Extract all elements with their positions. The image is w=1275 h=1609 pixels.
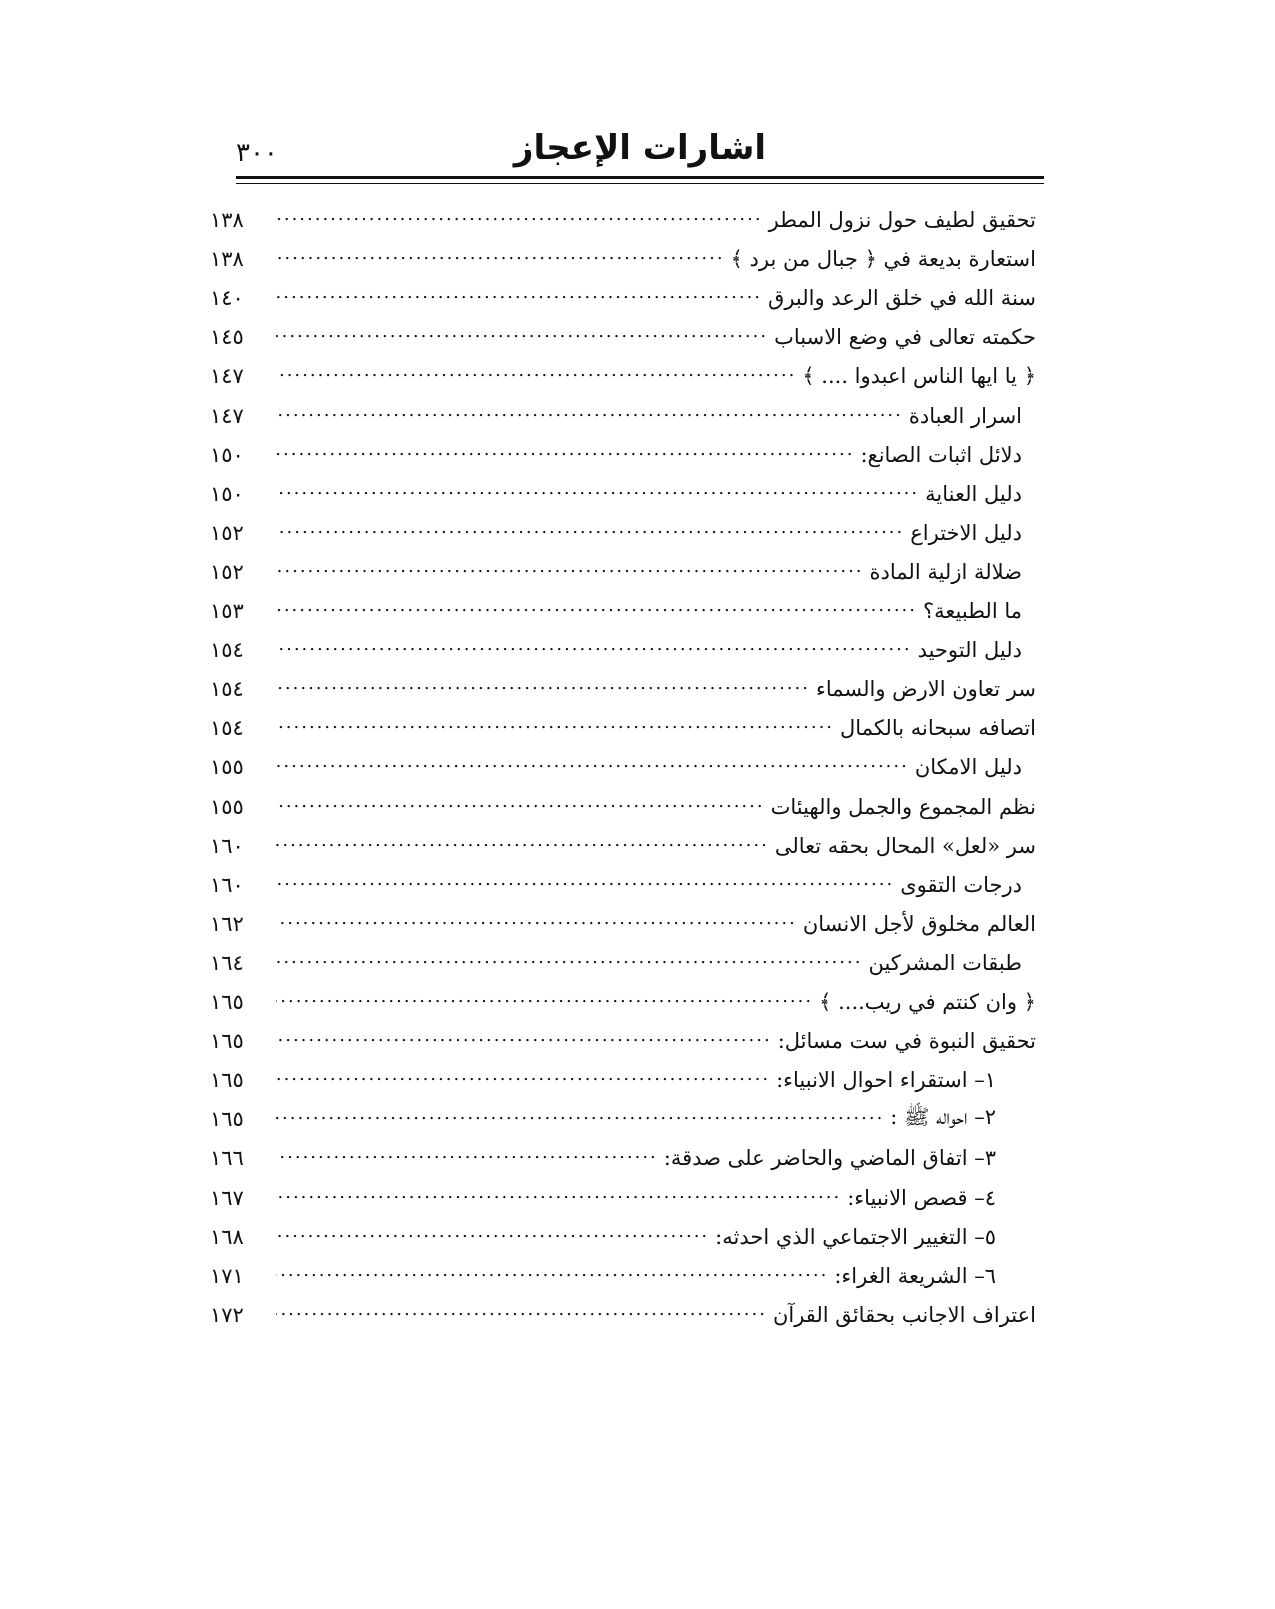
header-rule-thick: [236, 176, 1044, 179]
dot-leader: [276, 747, 909, 787]
toc-entry-title: اتصافه سبحانه بالكمال: [840, 716, 1036, 741]
toc-entry-page: ١٥٤: [210, 638, 244, 663]
toc-entry-page: ١٦٤: [210, 950, 244, 975]
toc-entry-page: ١٧٢: [210, 1302, 244, 1327]
toc-entry: [210, 552, 1036, 592]
toc-entry-page: ١٥٣: [210, 599, 244, 623]
toc-entry-title: ما الطبيعة؟: [923, 599, 1022, 623]
toc-entry: [210, 865, 1036, 905]
header-rule-thin: [236, 183, 1044, 184]
dot-leader: [276, 1021, 772, 1061]
toc-entry: [210, 1178, 1036, 1218]
toc-entry-title: ٦– الشريعة الغراء:: [834, 1263, 996, 1288]
toc-entry-title: درجات التقوى: [900, 872, 1022, 897]
toc-entry: [210, 787, 1036, 827]
toc-entry-title: ١– استقراء احوال الانبياء:: [776, 1068, 996, 1093]
dot-leader: [276, 982, 813, 1022]
dot-leader: [276, 787, 765, 827]
toc-entry-title: نظم المجموع والجمل والهيئات: [770, 794, 1036, 819]
dot-leader: [276, 1099, 884, 1139]
toc-entry-title: دلائل اثبات الصانع:: [860, 442, 1022, 467]
dot-leader: [276, 1060, 770, 1100]
toc-entry-title: دليل التوحيد: [917, 638, 1022, 663]
page-number: ٣٠٠: [236, 138, 278, 168]
dot-leader: [276, 317, 768, 357]
dot-leader: [276, 826, 769, 866]
toc-entry-title: ﴿ وان كنتم في ريب.... ﴾: [819, 990, 1036, 1014]
toc-entry: [210, 943, 1036, 983]
toc-entry: [210, 513, 1036, 553]
dot-leader: [276, 1217, 709, 1257]
toc-entry-page: ١٧١: [210, 1263, 244, 1288]
dot-leader: [276, 396, 903, 436]
toc-entry-title: ٤– قصص الانبياء:: [847, 1185, 996, 1210]
dot-leader: [276, 435, 854, 475]
toc-entry-page: ١٤٧: [210, 364, 244, 389]
dot-leader: [276, 708, 834, 748]
toc-entry: [210, 591, 1036, 631]
dot-leader: [276, 278, 762, 318]
dot-leader: [276, 630, 912, 670]
toc-entry-title: دليل الاختراع: [910, 520, 1022, 545]
toc-entry-page: ١٦٥: [210, 1029, 244, 1054]
dot-leader: [276, 552, 864, 592]
dot-leader: [276, 200, 763, 240]
toc-entry-title: ضلالة ازلية المادة: [869, 559, 1022, 584]
toc-entry-page: ١٦٢: [210, 911, 244, 936]
toc-entry-title: حكمته تعالى في وضع الاسباب: [774, 325, 1036, 350]
toc-entry-page: ١٥٢: [210, 520, 244, 545]
toc-entry-page: ١٣٨: [210, 247, 244, 272]
toc-entry-page: ١٥٠: [210, 442, 244, 467]
toc-entry-title: اسرار العبادة: [908, 403, 1022, 428]
dot-leader: [276, 356, 796, 396]
toc-entry: [210, 474, 1036, 514]
toc-entry-page: ١٥٠: [210, 481, 244, 506]
dot-leader: [276, 513, 904, 553]
toc-entry-title: ٥– التغيير الاجتماعي الذي احدثه:: [715, 1224, 996, 1249]
toc-entry-page: ١٤٥: [210, 325, 244, 350]
toc-entry: [210, 747, 1036, 787]
toc-entry-page: ١٥٤: [210, 677, 244, 702]
toc-entry-page: ١٦٠: [210, 872, 244, 897]
toc-entry: [210, 239, 1036, 279]
toc-entry: [210, 1021, 1036, 1061]
toc-entry: [210, 904, 1036, 944]
dot-leader: [276, 669, 810, 709]
toc-entry-page: ١٥٤: [210, 716, 244, 741]
toc-entry: [210, 669, 1036, 709]
dot-leader: [276, 1138, 658, 1178]
toc-entry: [210, 1256, 1036, 1296]
dot-leader: [276, 1178, 841, 1218]
dot-leader: [276, 474, 919, 514]
toc-entry: [210, 200, 1036, 240]
toc-entry: [210, 1295, 1036, 1335]
toc-entry: [210, 396, 1036, 436]
toc-entry-page: ١٤٠: [210, 286, 244, 311]
toc-entry: [210, 278, 1036, 318]
toc-entry: [210, 356, 1036, 396]
toc-entry-page: ١٥٥: [210, 794, 244, 819]
toc-entry-title: دليل الامكان: [914, 755, 1022, 780]
toc-entry-title: سنة الله في خلق الرعد والبرق: [768, 286, 1036, 311]
toc-entry: [210, 982, 1036, 1022]
toc-entry-title: ٣– اتفاق الماضي والحاضر على صدقة:: [663, 1146, 996, 1171]
toc-entry: [210, 317, 1036, 357]
toc-entry-page: ١٦٥: [210, 990, 244, 1014]
toc-entry-title: تحقيق لطيف حول نزول المطر: [768, 208, 1036, 232]
toc-entry-title: ﴿ يا ايها الناس اعبدوا .... ﴾: [802, 364, 1036, 389]
toc-entry-title: العالم مخلوق لأجل الانسان: [802, 911, 1036, 936]
dot-leader: [276, 591, 917, 631]
toc-entry: [210, 708, 1036, 748]
toc-entry: [210, 1099, 1036, 1139]
toc-entry-page: ١٥٥: [210, 755, 244, 780]
toc-entry: [210, 435, 1036, 475]
toc-entry-title: دليل العناية: [925, 481, 1022, 506]
book-title: اشارات الإعجاز: [513, 128, 767, 168]
toc-entry-page: ١٦٥: [210, 1107, 244, 1132]
toc-entry-page: ١٦٨: [210, 1224, 244, 1249]
toc-entry-title: سر تعاون الارض والسماء: [815, 677, 1036, 702]
dot-leader: [276, 943, 862, 983]
dot-leader: [276, 865, 894, 905]
dot-leader: [276, 239, 725, 279]
toc-entry-page: ١٤٧: [210, 403, 244, 428]
toc-entry: [210, 1060, 1036, 1100]
toc-entry-page: ١٦٥: [210, 1068, 244, 1093]
toc-entry-title: اعتراف الاجانب بحقائق القرآن: [772, 1302, 1036, 1327]
toc-entry: [210, 826, 1036, 866]
toc-entry: [210, 1217, 1036, 1257]
toc-entry: [210, 630, 1036, 670]
toc-entry-title: استعارة بديعة في ﴿ جبال من برد ﴾: [730, 247, 1036, 272]
toc-entry-page: ١٦٦: [210, 1146, 244, 1171]
page-header: [236, 128, 1044, 178]
toc-entry-page: ١٥٢: [210, 559, 244, 584]
toc-entry: [210, 1138, 1036, 1178]
dot-leader: [276, 1295, 767, 1335]
dot-leader: [276, 904, 797, 944]
toc-entry-page: ١٦٠: [210, 833, 244, 858]
toc-entry-title: سر «لعل» المحال بحقه تعالى: [774, 833, 1036, 858]
toc-entry-title: تحقيق النبوة في ست مسائل:: [777, 1029, 1036, 1054]
toc-entry-title: ٢– احواله ﷺ :: [890, 1104, 996, 1129]
toc-entry-page: ١٣٨: [210, 208, 244, 232]
toc-entry-page: ١٦٧: [210, 1185, 244, 1210]
dot-leader: [276, 1256, 828, 1296]
toc-entry-title: طبقات المشركين: [868, 950, 1022, 975]
